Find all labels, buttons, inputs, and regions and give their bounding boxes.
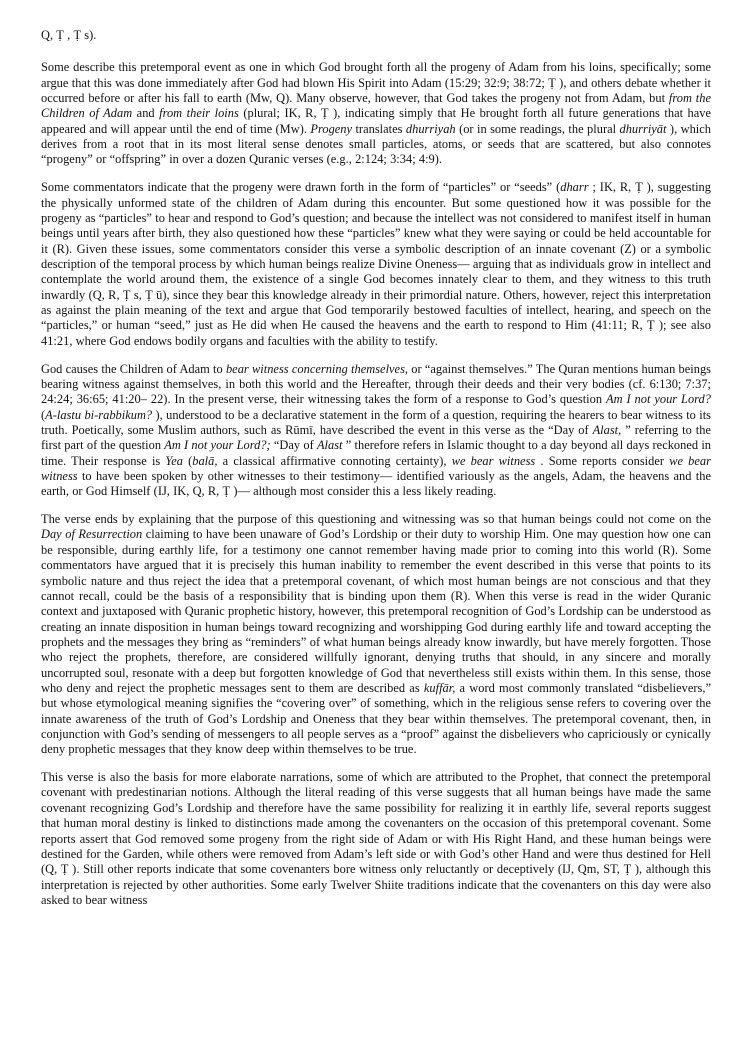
text-run: claiming to have been unaware of God’s Lordship or their duty to worship Him. One may question how one can be responsible, during earthly life, for a testimony one cannot remember having made prior to coming into this world (R). Some commentators have argued that it is precisely this human inability to remember the event described in this verse that points to its symbolic nature and thus reject the idea that a pretemporal covenant, of which most human beings are not conscious and that they cannot recall, could be the basis of a responsibility that is binding upon them (R). When this verse is read in the wider Quranic context and juxtaposed with Quranic prophetic history, however, this pretemporal recognition of God’s Lordship can be understood as creating an innate disposition in human beings toward recognizing and worshipping God during earthly life and toward accepting the prophets and the messages they bring as “reminders” of what human beings already know inwardly, but have merely forgotten. Those who reject the prophets, therefore, are considered willfully ignorant, denying truths that should, in any sincere and morally uncorrupted soul, resonate with a deep but forgotten knowledge of God that nevertheless still exists within them. In this sense, those who deny and reject the prophetic messages sent to them are described as — [41, 527, 711, 695]
italic-run: we bear witness — [41, 453, 711, 483]
text-run: Some commentators indicate that the progeny were drawn forth in the form of “particles” or “seeds” ( — [41, 180, 561, 195]
paragraph-4 — [41, 512, 711, 758]
text-run: , or “against themselves.” The Quran mentions human beings bearing witness against themselves, in both this world and the Hereafter, through their deeds and their very bodies (cf. 6:130; 7:37; 24:24; 36:65; 41:20– 22). In the present verse, their witnessing takes the form of a response to God’s question — [41, 361, 711, 407]
italic-run: Am I not your Lord?; — [164, 438, 271, 453]
italic-run: Progeny — [310, 121, 353, 136]
text-run: ( — [182, 453, 193, 468]
italic-run: we bear witness — [451, 453, 536, 468]
text-run: Some describe this pretemporal event as one in which God brought forth all the progeny of Adam from his loins, specifically; some argue that this was done immediately after God had blown His Spirit into Adam (15:29; 32:9; 38:72; Ṭ ), and others debate whether it occurred before or after his fall to earth (Mw, Q). Many observe, however, that God takes the progeny not from Adam, but — [41, 60, 711, 106]
text-run: “Day of — [270, 438, 317, 453]
text-run: translates — [352, 121, 406, 136]
paragraph-3 — [41, 362, 711, 500]
text-run: ” referring to the first part of the question — [41, 422, 711, 453]
text-run: a word most commonly translated “disbelievers,” but whose etymological meaning signifies the “covering over” of something, which in the religious sense refers to covering over the innate awareness of the truth of God’s Lordship and Oneness that they bear within themselves. The pretemporal covenant, then, in conjunction with God’s sending of messengers to all people serves as a “proof” against the disbelievers who capriciously or cynically deny prophetic messages that they know deep within themselves to be true. — [41, 680, 711, 757]
text-run: ” therefore refers in Islamic thought to a day beyond all days reckoned in time. Their response is — [41, 438, 711, 468]
text-run: (or in some readings, the plural — [455, 121, 620, 136]
paragraph-5 — [41, 770, 711, 908]
text-run: ), which derives from a root that in its most literal sense denotes small particles, atoms, or seeds that are scattered, but also connotes “progeny” or “offspring” in over a dozen Quranic verses (e.g., 2:124; 3:34; 4:9). — [41, 121, 711, 167]
text-run: The verse ends by explaining that the purpose of this questioning and witnessing was so that human beings could not come on the — [41, 512, 711, 527]
italic-run: dhurriyah — [405, 121, 456, 136]
italic-run: kuffār, — [423, 680, 456, 695]
italic-run: from their loins — [159, 106, 239, 121]
text-run: . Some reports consider — [535, 453, 670, 468]
italic-run: dhurriyāt — [619, 121, 667, 136]
text-run: to have been spoken by other witnesses to their testimony— identified variously as the angels, Adam, the heavens and the earth, or God Himself (IJ, IK, Q, R, Ṭ )— although most consider this a less likely reading. — [41, 468, 711, 499]
text-run: a classical affirmative connoting certainty), — [217, 453, 452, 468]
italic-run: from the Children of Adam — [41, 91, 711, 121]
paragraph-continuation-fragment: Q, Ṭ , Ṭ s). — [41, 28, 97, 42]
text-run: and — [132, 106, 160, 121]
paragraph-1 — [41, 60, 711, 167]
italic-run: Alast, — [592, 422, 622, 437]
text-run: ( — [41, 407, 46, 422]
italic-run: dharr — [560, 180, 589, 195]
italic-run: Am I not your Lord? — [605, 392, 711, 407]
italic-run: A-lastu bi-rabbikum? — [45, 407, 153, 422]
text-run: ), understood to be a declarative statement in the form of a question, requiring the hearers to bear witness to its truth. Poetically, some Muslim authors, such as Rūmī, have described the event in this verse as the “Day of — [41, 407, 711, 437]
document-text-body — [41, 28, 711, 908]
text-run: God causes the Children of Adam to — [41, 361, 226, 376]
italic-run: balā, — [192, 453, 218, 468]
italic-run: Yea — [165, 453, 183, 468]
text-run: This verse is also the basis for more elaborate narrations, some of which are attributed to the Prophet, that connect the pretemporal covenant with predestinarian notions. Although the literal reading of this verse suggests that all human beings have made the same covenant recognizing God’s Lordship and therefore have the same possibility for realizing it in earthly life, several reports suggest that human moral destiny is linked to distinctions made among the covenanters on the occasion of this pretemporal covenant. Some reports assert that God removed some progeny from the right side of Adam or with His Right Hand, and these human beings were destined for the Garden, while others were removed from Adam’s left side or with God’s other Hand and were thus destined for Hell (Q, Ṭ ). Still other reports indicate that some covenanters bore witness only reluctantly or deceptively (IJ, Qm, ST, Ṭ ), although this interpretation is rejected by other authorities. Some early Twelver Shiite traditions indicate that the covenanters on this day were also asked to bear witness — [41, 770, 711, 907]
text-run: ; IK, R, Ṭ ), suggesting the physically unformed state of the children of Adam during this encounter. But some questioned how it was possible for the progeny as “particles” to hear and respond to God’s question; and because the intellect was not considered to manifest itself in human beings until years after birth, they also questioned how these “particles” knew what they were saying or could be held accountable for it (R). Given these issues, some commentators consider this verse a symbolic description of an innate covenant (Z) or a symbolic description of the temporal process by which human beings realize Divine Oneness— arguing that as individuals grow in intellect and contemplate the world around them, the existence of a single God becomes innately clear to them, and they witness to this truth inwardly (Q, R, Ṭ s, Ṭ ū), since they bear this knowledge already in their primordial nature. Others, however, reject this interpretation as against the plain meaning of the text and argue that God temporarily bestowed faculties of intellect, hearing, and speech on the “particles,” or human “seed,” just as He did when He caused the heavens and the earth to respond to Him (41:11; R, Ṭ ); see also 41:21, where God endows bodily organs and faculties with the ability to testify. — [41, 180, 711, 348]
italic-run: Alast — [316, 438, 343, 453]
paragraph-2 — [41, 180, 711, 349]
italic-run: bear witness concerning themselves — [225, 361, 405, 376]
text-run: (plural; IK, R, Ṭ ), indicating simply that He brought forth all future generations that have appeared and will appear until the end of time (Mw). — [41, 106, 712, 136]
italic-run: Day of Resurrection — [41, 527, 143, 542]
